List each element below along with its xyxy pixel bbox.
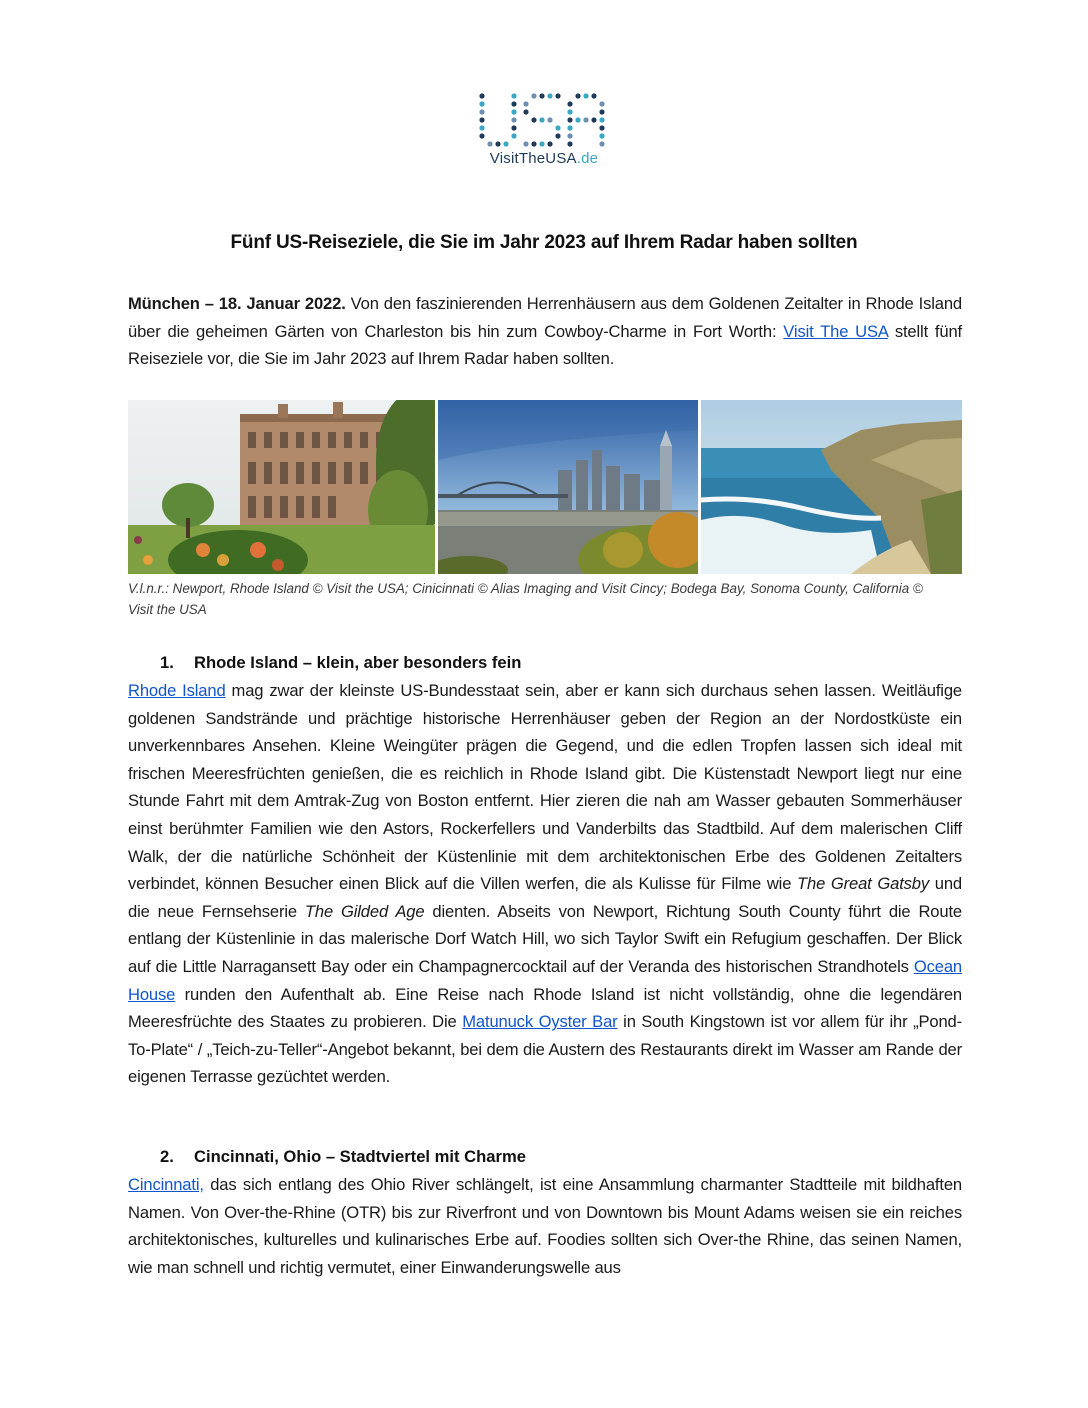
visittheusa-logo[interactable] — [474, 92, 614, 172]
section-2-heading — [160, 1147, 526, 1167]
logo-dot — [567, 117, 572, 122]
film-great-gatsby: The Great Gatsby — [797, 874, 930, 894]
intro-paragraph — [128, 290, 962, 373]
logo-dot — [591, 93, 596, 98]
matunuck-oyster-bar-link[interactable]: Matunuck Oyster Bar — [462, 1012, 618, 1032]
logo-dot — [539, 93, 544, 98]
logo-dot — [511, 109, 516, 114]
newport-mansion-photo — [128, 400, 435, 574]
logo-dot — [547, 141, 552, 146]
logo-dot — [479, 117, 484, 122]
logo-wordmark — [474, 150, 614, 167]
section-1-text-5: in South Kingstown ist vor allem für ihr „Pond-To-Plate“ / „Teich-zu-Teller“-Angebot bekannt, bei dem die Austern des Restaurants direkt im Wasser am Rande der eigenen Terrasse gezüchtet werden. — [128, 1012, 962, 1087]
logo-dot — [599, 141, 604, 146]
section-1-text-1: mag zwar der kleinste US-Bundesstaat sein, aber er kann sich durchaus sehen lassen. Weitläufige goldenen Sandstrände und prächtige historische Herrenhäuser geben der Region an der Nordostküste ein unverkennbares Ansehen. Kleine Weingüter prägen die Gegend, und die edlen Tropfen lassen sich ideal mit frischen Meeresfrüchten genießen, die es reichlich in Rhode Island gibt. Die Küstenstadt Newport liegt nur eine Stunde Fahrt mit dem Amtrak-Zug von Boston entfernt. Hier zieren die nah am Wasser gebauten Sommerhäuser einst berühmter Familien wie den Astors, Rockerfellers und Vanderbilts das Stadtbild. Auf dem malerischen Cliff Walk, der die natürliche Schönheit der Küstenlinie mit dem architektonischen Erbe des Goldenen Zeitalters verbindet, können Besucher einen Blick auf die Villen werfen, die als Kulisse für Filme wie — [128, 681, 962, 894]
logo-text-main: VisitTheUSA — [489, 150, 577, 167]
section-2-text-1: das sich entlang des Ohio River schlängelt, ist eine Ansammlung charmanter Stadtteile mit bildhaften Namen. Von Over-the-Rhine (OTR) bis zur Riverfront und von Downtown bis Mount Adams weisen sie ein reiches architektonisches, kulturelles und kulinarisches Erbe auf. Foodies sollten sich Over-the Rhine, das seinen Namen, wie man schnell und richtig vermutet, einer Einwanderungswelle aus — [128, 1175, 962, 1277]
usa-dot-matrix-icon — [474, 92, 614, 150]
logo-dot — [583, 93, 588, 98]
page-title: Fünf US-Reiseziele, die Sie im Jahr 2023 auf Ihrem Radar haben sollten — [230, 232, 858, 253]
logo-dot — [531, 93, 536, 98]
logo-dot — [583, 117, 588, 122]
logo-dot — [511, 93, 516, 98]
dateline: München – 18. Januar 2022. — [128, 294, 346, 313]
logo-dot — [599, 133, 604, 138]
section-1-text-3: dienten. Abseits von Newport, Richtung South County führt die Route entlang der Küstenlinie in das malerische Dorf Watch Hill, wo sich Taylor Swift ein Refugium geschaffen. Der Blick auf die Little Narragansett Bay oder ein Champagnercocktail auf der Veranda des historischen Strandhotels — [128, 901, 962, 976]
section-2-number: 2. — [160, 1147, 174, 1166]
logo-dot — [511, 117, 516, 122]
film-gilded-age: The Gilded Age — [304, 901, 425, 921]
logo-dot — [479, 93, 484, 98]
logo-text-suffix: .de — [576, 150, 599, 167]
logo-dot — [479, 125, 484, 130]
logo-dot — [479, 109, 484, 114]
ocean-house-link[interactable]: Ocean House — [128, 956, 962, 1004]
bodega-bay-coast-photo — [701, 400, 962, 574]
logo-dot — [567, 101, 572, 106]
logo-dot — [575, 117, 580, 122]
intro-text-2: stellt fünf Reiseziele vor, die Sie im Jahr 2023 auf Ihrem Radar haben sollten. — [128, 321, 962, 369]
logo-dot — [567, 133, 572, 138]
section-1-heading — [160, 653, 521, 673]
logo-dot — [567, 109, 572, 114]
logo-dot — [599, 101, 604, 106]
visit-the-usa-link[interactable]: Visit The USA — [783, 321, 888, 341]
logo-dot — [567, 141, 572, 146]
logo-dot — [479, 101, 484, 106]
section-2-title: Cincinnati, Ohio – Stadtviertel mit Charme — [194, 1147, 526, 1166]
logo-dot — [511, 101, 516, 106]
cincinnati-skyline-photo — [438, 400, 698, 574]
logo-dot — [591, 117, 596, 122]
logo-dot — [511, 133, 516, 138]
logo-dot — [487, 141, 492, 146]
logo-dot — [523, 109, 528, 114]
section-1-text-2: und die neue Fernsehserie — [128, 874, 963, 921]
intro-text-1: Von den faszinierenden Herrenhäusern aus dem Goldenen Zeitalter in Rhode Island über die geheimen Gärten von Charleston bis hin zum Cowboy-Charme in Fort Worth: — [128, 294, 962, 341]
logo-dot — [547, 93, 552, 98]
logo-dot — [531, 141, 536, 146]
logo-dot — [575, 93, 580, 98]
logo-dot — [599, 125, 604, 130]
logo-dot — [511, 125, 516, 130]
logo-dot — [523, 101, 528, 106]
section-1-text-4: runden den Aufenthalt ab. Eine Reise nach Rhode Island ist nicht vollständig, ohne die legendären Meeresfrüchte des Staates zu probieren. Die — [128, 984, 962, 1032]
photo-caption: V.l.n.r.: Newport, Rhode Island © Visit the USA; Cinicinnati © Alias Imaging and Visit Cincy; Bodega Bay, Sonoma County, California © Visit the USA — [128, 581, 923, 617]
logo-dot — [555, 125, 560, 130]
logo-dot — [479, 133, 484, 138]
logo-dot — [503, 141, 508, 146]
logo-dot — [495, 141, 500, 146]
logo-dot — [599, 117, 604, 122]
logo-dot — [599, 109, 604, 114]
logo-dot — [555, 93, 560, 98]
logo-dot — [555, 133, 560, 138]
logo-dot — [523, 141, 528, 146]
section-1-paragraph — [128, 677, 962, 1091]
cincinnati-link[interactable]: Cincinnati, — [128, 1175, 204, 1194]
logo-dot — [531, 117, 536, 122]
logo-dot — [539, 141, 544, 146]
section-1-number: 1. — [160, 653, 174, 672]
section-2-paragraph — [128, 1171, 962, 1281]
rhode-island-link[interactable]: Rhode Island — [128, 681, 226, 700]
section-1-title: Rhode Island – klein, aber besonders fein — [194, 653, 522, 672]
logo-dot — [547, 117, 552, 122]
photo-strip — [128, 400, 962, 574]
logo-dot — [567, 125, 572, 130]
logo-dot — [539, 117, 544, 122]
